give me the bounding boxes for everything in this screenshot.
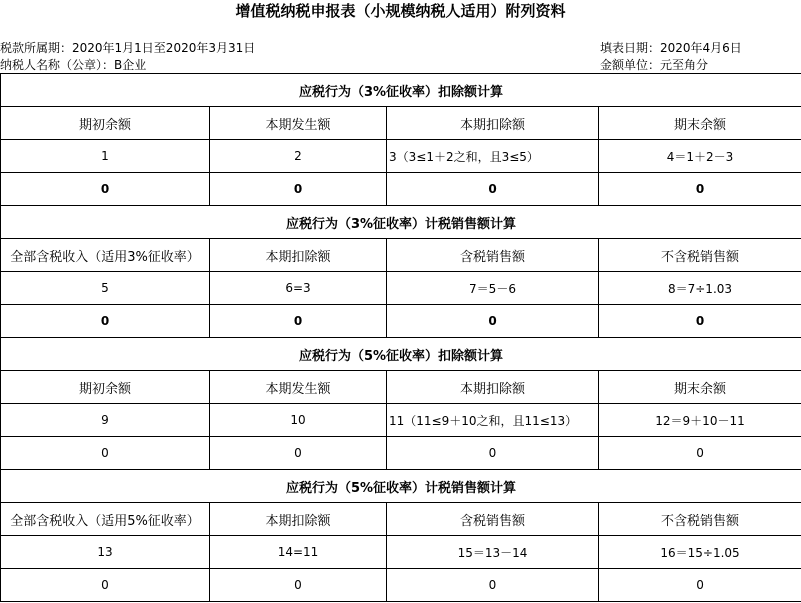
column-header: 本期扣除额 <box>210 503 387 536</box>
tax-period: 税款所属期：2020年1月1日至2020年3月31日 <box>0 41 256 55</box>
column-header: 含税销售额 <box>387 503 599 536</box>
section-title-row <box>1 74 801 107</box>
formula-cell[interactable]: 5 <box>1 272 210 305</box>
formula-row <box>1 536 801 569</box>
value-cell[interactable]: 0 <box>210 437 387 470</box>
header-row <box>1 239 801 272</box>
value-cell[interactable]: 0 <box>1 569 210 602</box>
column-header: 全部含税收入（适用3%征收率） <box>1 239 210 272</box>
section-title: 应税行为（3%征收率）计税销售额计算 <box>1 206 801 239</box>
value-cell[interactable]: 0 <box>1 305 210 338</box>
fill-date: 填表日期：2020年4月6日 <box>600 41 742 55</box>
value-row <box>1 173 801 206</box>
section-title: 应税行为（5%征收率）计税销售额计算 <box>1 470 801 503</box>
header-row <box>1 107 801 140</box>
report-title: 增值税纳税申报表（小规模纳税人适用）附列资料 <box>235 2 566 20</box>
value-cell[interactable]: 0 <box>1 437 210 470</box>
value-cell[interactable]: 0 <box>599 569 801 602</box>
value-cell[interactable]: 0 <box>210 173 387 206</box>
section-title: 应税行为（3%征收率）扣除额计算 <box>1 74 801 107</box>
section-title-row <box>1 206 801 239</box>
formula-cell[interactable]: 8＝7÷1.03 <box>599 272 801 305</box>
value-row <box>1 437 801 470</box>
column-header: 期初余额 <box>1 107 210 140</box>
formula-row <box>1 272 801 305</box>
section-title-row <box>1 470 801 503</box>
value-cell[interactable]: 0 <box>387 305 599 338</box>
column-header: 本期发生额 <box>210 371 387 404</box>
formula-cell[interactable]: 12＝9＋10－11 <box>599 404 801 437</box>
value-cell[interactable]: 0 <box>1 173 210 206</box>
column-header: 全部含税收入（适用5%征收率） <box>1 503 210 536</box>
value-cell[interactable]: 0 <box>387 173 599 206</box>
column-header: 期末余额 <box>599 371 801 404</box>
column-header: 不含税销售额 <box>599 503 801 536</box>
value-row <box>1 305 801 338</box>
value-cell[interactable]: 0 <box>599 437 801 470</box>
formula-row <box>1 404 801 437</box>
formula-cell[interactable]: 3（3≤1＋2之和，且3≤5） <box>387 140 599 173</box>
column-header: 本期发生额 <box>210 107 387 140</box>
formula-cell[interactable]: 7＝5－6 <box>387 272 599 305</box>
formula-cell[interactable]: 10 <box>210 404 387 437</box>
amount-unit: 金额单位：元至角分 <box>600 58 709 72</box>
formula-row <box>1 140 801 173</box>
column-header: 期末余额 <box>599 107 801 140</box>
value-cell[interactable]: 0 <box>387 437 599 470</box>
formula-cell[interactable]: 2 <box>210 140 387 173</box>
formula-cell[interactable]: 4＝1＋2－3 <box>599 140 801 173</box>
column-header: 不含税销售额 <box>599 239 801 272</box>
formula-cell[interactable]: 13 <box>1 536 210 569</box>
value-cell[interactable]: 0 <box>599 173 801 206</box>
header-row <box>1 503 801 536</box>
value-cell[interactable]: 0 <box>210 305 387 338</box>
column-header: 本期扣除额 <box>387 371 599 404</box>
formula-cell[interactable]: 6=3 <box>210 272 387 305</box>
formula-cell[interactable]: 9 <box>1 404 210 437</box>
formula-cell[interactable]: 11（11≤9＋10之和，且11≤13） <box>387 404 599 437</box>
formula-cell[interactable]: 1 <box>1 140 210 173</box>
value-row <box>1 569 801 602</box>
value-cell[interactable]: 0 <box>210 569 387 602</box>
header-row <box>1 371 801 404</box>
formula-cell[interactable]: 15＝13－14 <box>387 536 599 569</box>
deduction-table <box>0 73 801 602</box>
section-title-row <box>1 338 801 371</box>
column-header: 期初余额 <box>1 371 210 404</box>
formula-cell[interactable]: 16＝15÷1.05 <box>599 536 801 569</box>
value-cell[interactable]: 0 <box>387 569 599 602</box>
section-title: 应税行为（5%征收率）扣除额计算 <box>1 338 801 371</box>
value-cell[interactable]: 0 <box>599 305 801 338</box>
taxpayer-name: 纳税人名称（公章）：B企业 <box>0 58 147 72</box>
column-header: 本期扣除额 <box>387 107 599 140</box>
formula-cell[interactable]: 14=11 <box>210 536 387 569</box>
column-header: 本期扣除额 <box>210 239 387 272</box>
column-header: 含税销售额 <box>387 239 599 272</box>
